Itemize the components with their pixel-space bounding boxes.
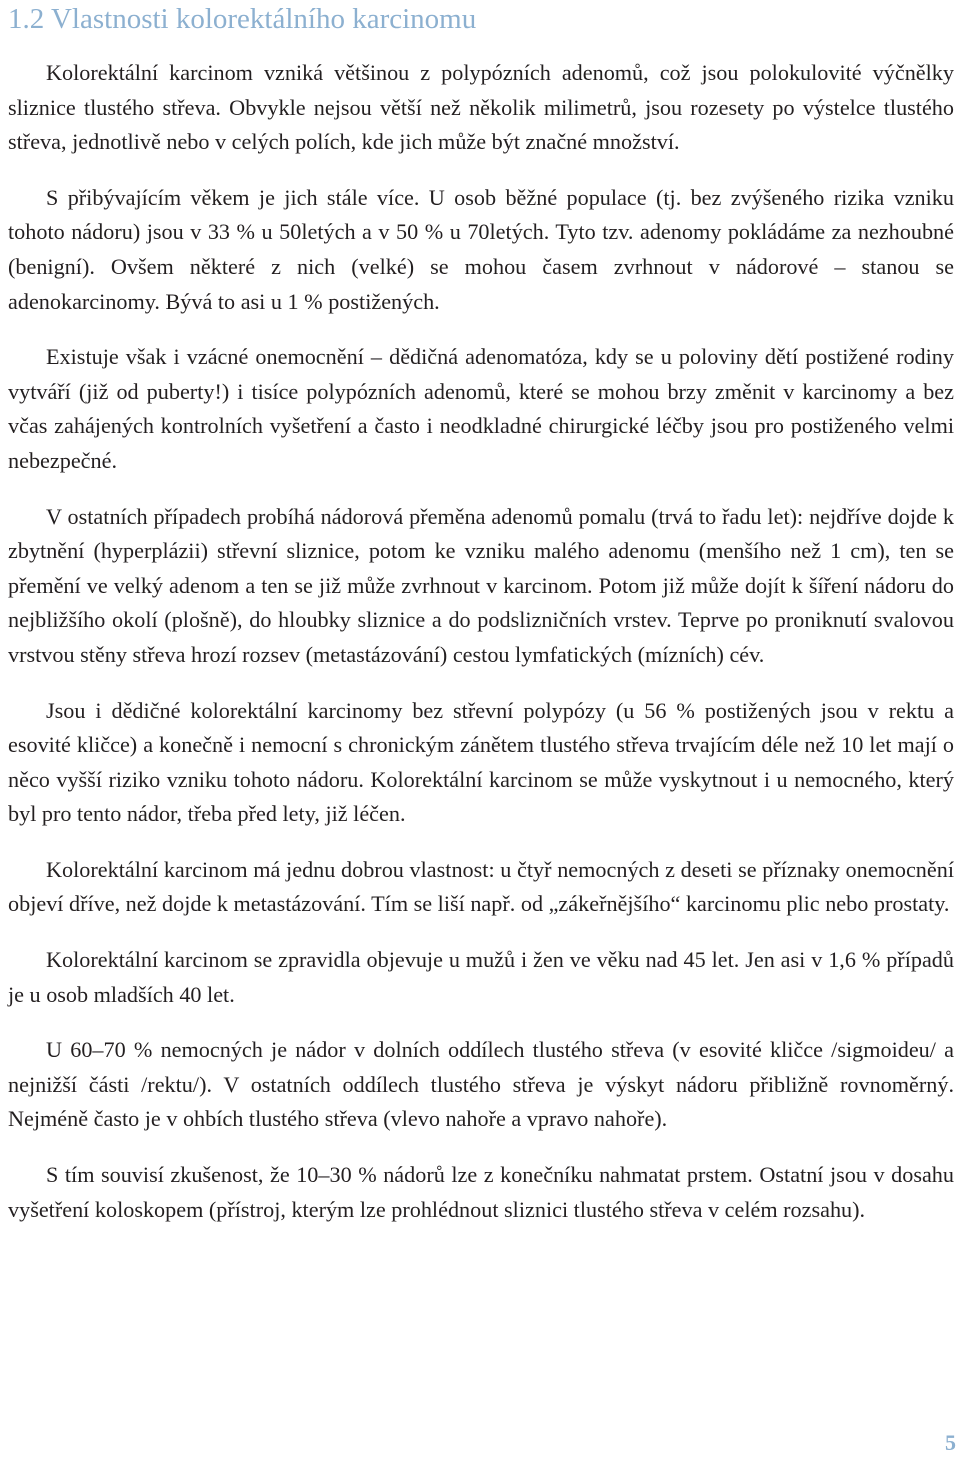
body-text <box>8 56 954 1227</box>
paragraph-1: Kolorektální karcinom vzniká většinou z polypózních adenomů, což jsou polokulovité výčnělky sliznice tlustého střeva. Obvykle nejsou větší než několik milimetrů, jsou rozesety po výstelce tlustého střeva, jednotlivě nebo v celých polích, kde jich může být značné množství. <box>8 60 954 155</box>
paragraph-2: S přibývajícím věkem je jich stále více. U osob běžné populace (tj. bez zvýšeného rizika vzniku tohoto nádoru) jsou v 33 % u 50letých a v 50 % u 70letých. Tyto tzv. adenomy pokládáme za nezhoubné (benigní). Ovšem některé z nich (velké) se mohou časem zvrhnout v nádorové – stanou se adenokarcinomy. Bývá to asi u 1 % postižených. <box>8 184 954 314</box>
paragraph-8: U 60–70 % nemocných je nádor v dolních oddílech tlustého střeva (v esovité kličce /sigmoideu/ a nejnižší části /rektu/). V ostatních oddílech tlustého střeva je výskyt nádoru přibližně rovnoměrný. Nejméně často je v ohbích tlustého střeva (vlevo nahoře a vpravo nahoře). <box>8 1037 954 1132</box>
paragraph-7: Kolorektální karcinom se zpravidla objevuje u mužů i žen ve věku nad 45 let. Jen asi v 1,6 % případů je u osob mladších 40 let. <box>8 947 954 1007</box>
paragraph-6: Kolorektální karcinom má jednu dobrou vlastnost: u čtyř nemocných z deseti se příznaky onemocnění objeví dříve, než dojde k metastázování. Tím se liší např. od „zákeřnějšího“ karcinomu plic nebo prostaty. <box>8 856 954 917</box>
page-number: 5 <box>945 1430 956 1455</box>
section-heading: 1.2 Vlastnosti kolorektálního karcinomu <box>8 3 477 35</box>
paragraph-3: Existuje však i vzácné onemocnění – dědičná adenomatóza, kdy se u poloviny dětí postižené rodiny vytváří (již od puberty!) i tisíce polypózních adenomů, které se mohou brzy změnit v karcinomy a bez včas zahájených kontrolních vyšetření a často i neodkladné chirurgické léčby jsou pro postiženého velmi nebezpečné. <box>8 344 954 473</box>
paragraph-5: Jsou i dědičné kolorektální karcinomy bez střevní polypózy (u 56 % postižených jsou v rektu a esovité kličce) a konečně i nemocní s chronickým zánětem tlustého střeva trvajícím déle než 10 let mají o něco vyšší riziko vzniku tohoto nádoru. Kolorektální karcinom se může vyskytnout i u nemocného, který byl pro tento nádor, třeba před lety, již léčen. <box>8 697 954 827</box>
paragraph-4: V ostatních případech probíhá nádorová přeměna adenomů pomalu (trvá to řadu let): nejdříve dojde k zbytnění (hyperplázii) střevní sliznice, potom ke vzniku malého adenomu (menšího než 1 cm), ten se přemění ve velký adenom a ten se již může zvrhnout v karcinom. Potom již může dojít k šíření nádoru do nejbližšího okolí (plošně), do hloubky sliznice a do podslizničních vrstev. Teprve po proniknutí svalovou vrstvou stěny střeva hrozí rozsev (metastázování) cestou lymfatických (mízních) cév. <box>8 503 954 667</box>
document-page <box>8 0 954 1248</box>
paragraph-9: S tím souvisí zkušenost, že 10–30 % nádorů lze z konečníku nahmatat prstem. Ostatní jsou v dosahu vyšetření koloskopem (přístroj, kterým lze prohlédnout sliznici tlustého střeva v celém rozsahu). <box>8 1162 954 1222</box>
